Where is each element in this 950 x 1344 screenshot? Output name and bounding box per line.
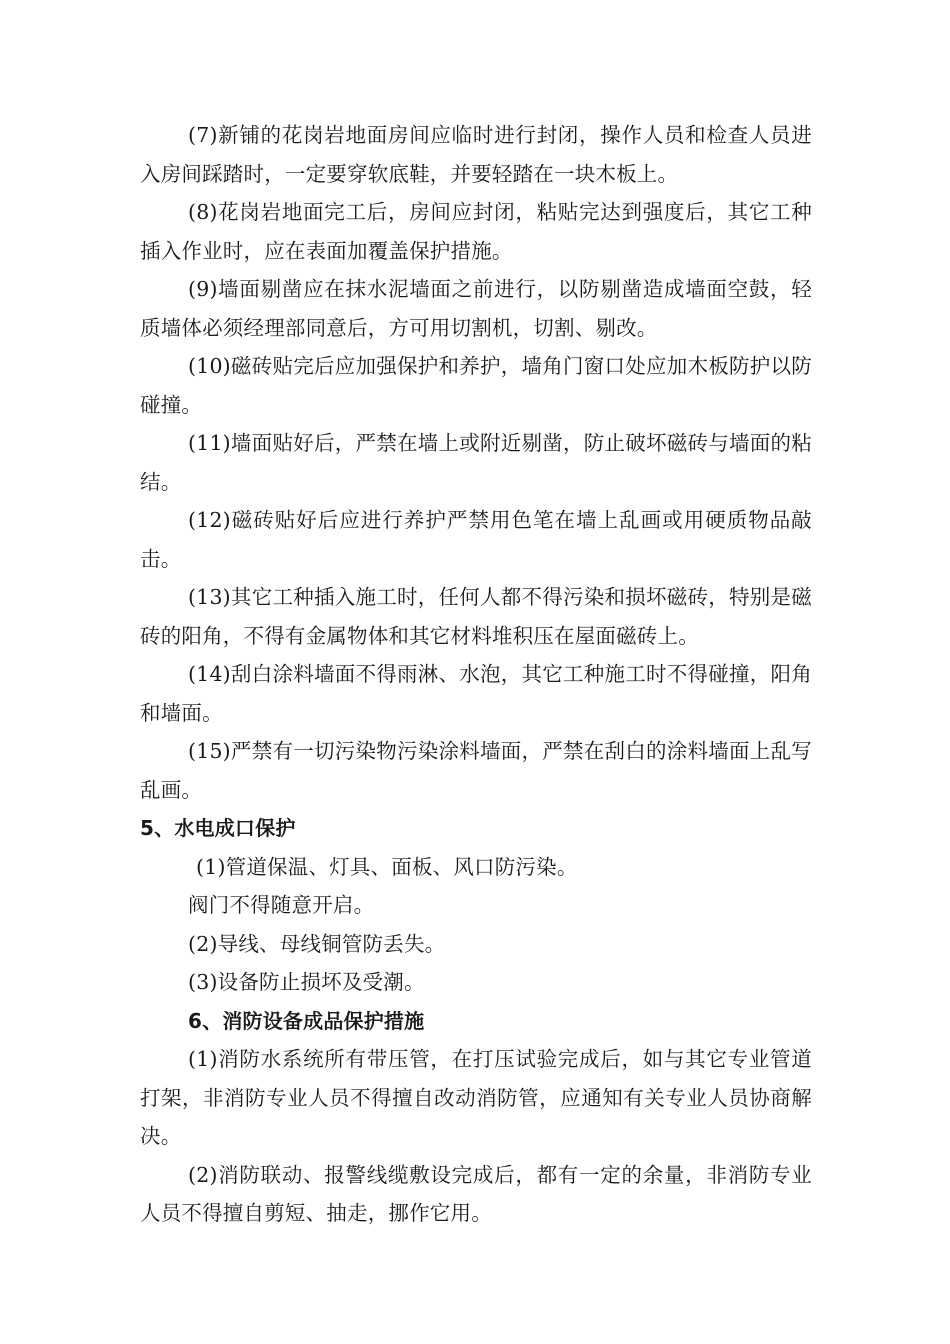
section-5-item-2: (2)导线、母线铜管防丢失。 [188, 931, 446, 956]
paragraph-item-8: (8)花岗岩地面完工后，房间应封闭，粘贴完达到强度后，其它工种插入作业时，应在表面加覆盖保护措施。 [140, 200, 812, 263]
paragraph-item-9: (9)墙面剔凿应在抹水泥墙面之前进行，以防剔凿造成墙面空鼓，轻质墙体必须经理部同意后，方可用切割机，切割、剔改。 [140, 277, 812, 340]
section-6-heading: 6、消防设备成品保护措施 [188, 1008, 425, 1033]
section-5-heading: 5、水电成口保护 [140, 816, 296, 840]
paragraph-item-13: (13)其它工种插入施工时，任何人都不得污染和损坏磁砖，特别是磁砖的阳角，不得有金属物体和其它材料堆积压在屋面磁砖上。 [140, 585, 812, 648]
paragraph-item-12: (12)磁砖贴好后应进行养护严禁用色笔在墙上乱画或用硬质物品敲击。 [140, 508, 812, 571]
document-body [140, 116, 812, 1233]
section-5-item-1: (1)管道保温、灯具、面板、风口防污染。 [196, 854, 578, 879]
paragraph-item-10: (10)磁砖贴完后应加强保护和养护，墙角门窗口处应加木板防护以防碰撞。 [140, 354, 812, 417]
paragraph-item-15: (15)严禁有一切污染物污染涂料墙面，严禁在刮白的涂料墙面上乱写乱画。 [140, 739, 812, 802]
paragraph-item-11: (11)墙面贴好后，严禁在墙上或附近剔凿，防止破坏磁砖与墙面的粘结。 [140, 431, 812, 494]
section-5-item-3: (3)设备防止损坏及受潮。 [188, 970, 425, 994]
paragraph-item-7: (7)新铺的花岗岩地面房间应临时进行封闭，操作人员和检查人员进入房间踩踏时，一定要穿软底鞋，并要轻踏在一块木板上。 [140, 123, 812, 186]
section-6-item-2: (2)消防联动、报警线缆敷设完成后，都有一定的余量，非消防专业人员不得擅自剪短、抽走，挪作它用。 [140, 1162, 812, 1225]
section-5-item-1-continued: 阀门不得随意开启。 [188, 893, 375, 917]
section-6-item-1: (1)消防水系统所有带压管，在打压试验完成后，如与其它专业管道打架，非消防专业人员不得擅自改动消防管，应通知有关专业人员协商解决。 [140, 1047, 812, 1148]
paragraph-item-14: (14)刮白涂料墙面不得雨淋、水泡，其它工种施工时不得碰撞，阳角和墙面。 [140, 662, 812, 725]
